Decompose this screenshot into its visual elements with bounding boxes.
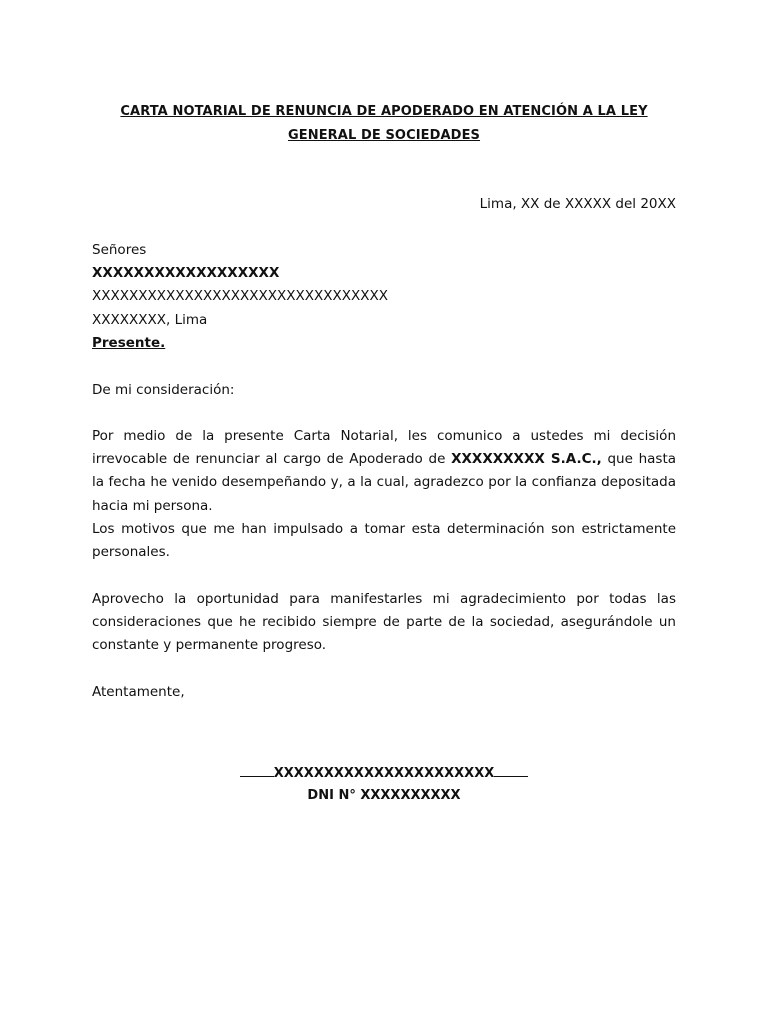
paragraph-1-part-2: que hasta la fecha he venido desempeñando y, a la cual, agradezco por la confianza depositada hacia mi persona. <box>92 451 677 514</box>
signature-line-left <box>240 768 274 777</box>
company-name: XXXXXXXXX S.A.C., <box>451 451 602 468</box>
signature-line-row <box>92 763 676 785</box>
recipient-name: XXXXXXXXXXXXXXXXXX <box>92 265 280 282</box>
recipient-block <box>92 239 676 355</box>
signature-line-right <box>494 768 528 777</box>
greeting: De mi consideración: <box>92 382 235 398</box>
paragraph-1-part-1: Por medio de la presente Carta Notarial, les comunico a ustedes mi decisión irrevocable de renunciar al cargo de Apoderado de <box>92 428 676 468</box>
signature-block <box>92 763 676 807</box>
recipient-address: XXXXXXXXXXXXXXXXXXXXXXXXXXXXXXXX <box>92 288 388 305</box>
recipient-salutation: Señores <box>92 242 147 258</box>
closing: Atentamente, <box>92 684 185 700</box>
letter-title: CARTA NOTARIAL DE RENUNCIA DE APODERADO EN ATENCIÓN A LA LEY GENERAL DE SOCIEDADES <box>120 104 648 143</box>
signer-dni: DNI N° XXXXXXXXXX <box>307 788 461 803</box>
signer-name: XXXXXXXXXXXXXXXXXXXXXX <box>273 766 495 781</box>
place-date: Lima, XX de XXXXX del 20XX <box>479 196 676 212</box>
paragraph-1 <box>92 425 676 518</box>
recipient-city: XXXXXXXX, Lima <box>92 311 208 328</box>
paragraph-3: Aprovecho la oportunidad para manifestarles mi agradecimiento por todas las consideraciones que he recibido siempre de parte de la sociedad, asegurándole un constante y permanente progreso. <box>92 591 676 654</box>
paragraph-2: Los motivos que me han impulsado a tomar esta determinación son estrictamente personales. <box>92 521 676 561</box>
presente-label: Presente. <box>92 334 166 351</box>
